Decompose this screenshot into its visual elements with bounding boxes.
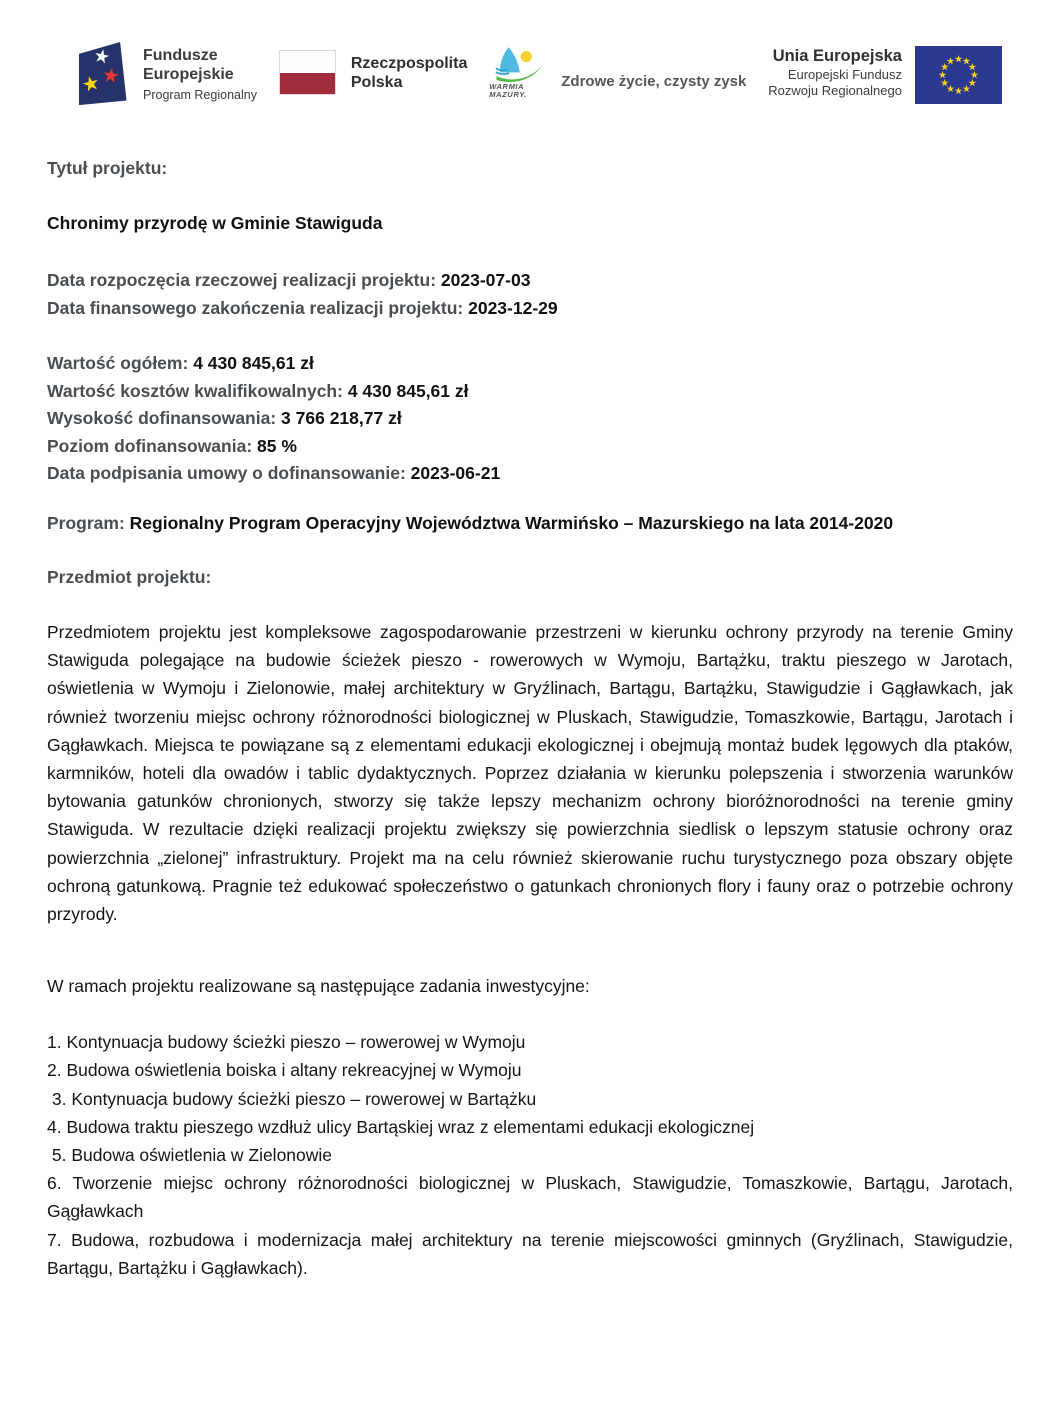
eu-logo-line2: Europejski Fundusz bbox=[787, 67, 902, 82]
subject-label: Przedmiot projektu: bbox=[47, 567, 212, 587]
field-end-date: Data finansowego zakończenia realizacji projektu: 2023-12-29 bbox=[47, 297, 558, 318]
document-body bbox=[0, 154, 1060, 1282]
program-line: Program: Regionalny Program Operacyjny Województwa Warmińsko – Mazurskiego na lata 2014-2020 bbox=[47, 512, 894, 533]
task-item-2: 2. Budowa oświetlenia boiska i altany rekreacyjnej w Wymoju bbox=[47, 1060, 522, 1081]
eu-flag-icon bbox=[915, 46, 1002, 104]
task-item-7: 7. Budowa, rozbudowa i modernizacja małej architektury na terenie miejscowości gminnych (Gryźlinach, Stawigudzie, Bartągu, Bartążku i Gągławkach). bbox=[47, 1229, 1018, 1278]
wm-sailboat-icon bbox=[489, 46, 545, 82]
task-item-1: 1. Kontynuacja budowy ścieżki pieszo – rowerowej w Wymoju bbox=[47, 1032, 526, 1053]
title-label: Tytuł projektu: bbox=[47, 158, 168, 178]
logo-unia-europejska bbox=[768, 46, 1002, 104]
eu-logo-line1: Unia Europejska bbox=[772, 47, 902, 65]
wm-logo-name-line1: WARMIA bbox=[489, 82, 525, 91]
eu-logo-line3: Rozwoju Regionalnego bbox=[768, 83, 902, 98]
task-item-6: 6. Tworzenie miejsc ochrony różnorodności biologicznej w Pluskach, Stawigudzie, Tomaszkowie, Bartągu, Jarotach, Gągławkach bbox=[47, 1173, 1018, 1222]
field-contract-date: Data podpisania umowy o dofinansowanie: 2023-06-21 bbox=[47, 463, 501, 483]
task-item-3: 3. Kontynuacja budowy ścieżki pieszo – rowerowej w Bartążku bbox=[47, 1088, 537, 1109]
field-eligible-costs: Wartość kosztów kwalifikowalnych: 4 430 845,61 zł bbox=[47, 380, 469, 401]
logo-bar bbox=[68, 38, 1002, 114]
fe-logo-line1: Fundusze bbox=[143, 47, 218, 64]
field-total-value: Wartość ogółem: 4 430 845,61 zł bbox=[47, 353, 314, 373]
field-funding-amount: Wysokość dofinansowania: 3 766 218,77 zł bbox=[47, 408, 402, 428]
task-item-5: 5. Budowa oświetlenia w Zielonowie bbox=[47, 1145, 333, 1166]
fe-logo-line2: Europejskie bbox=[143, 66, 234, 83]
task-item-4: 4. Budowa traktu pieszego wzdłuż ulicy Bartąskiej wraz z elementami edukacji ekologicznej bbox=[47, 1116, 755, 1137]
poland-flag-icon bbox=[279, 50, 336, 95]
wm-logo-name-line2: MAZURY. bbox=[489, 90, 527, 99]
project-title: Chronimy przyrodę w Gminie Stawiguda bbox=[47, 213, 383, 233]
dates-block bbox=[47, 267, 1013, 322]
logo-fundusze-europejskie bbox=[68, 38, 257, 110]
pl-logo-line2: Polska bbox=[350, 73, 403, 91]
tasks-list bbox=[47, 1028, 1018, 1282]
wm-slogan: Zdrowe życie, czysty zysk bbox=[561, 73, 747, 90]
fe-flag-icon bbox=[68, 38, 132, 110]
logo-warmia-mazury bbox=[489, 46, 746, 99]
fe-logo-line3: Program Regionalny bbox=[143, 88, 257, 102]
tasks-intro: W ramach projektu realizowane są następujące zadania inwestycyjne: bbox=[47, 976, 590, 997]
field-start-date: Data rozpoczęcia rzeczowej realizacji projektu: 2023-07-03 bbox=[47, 270, 531, 290]
subject-paragraph: Przedmiotem projektu jest kompleksowe zagospodarowanie przestrzeni w kierunku ochrony przyrody na terenie Gminy Stawiguda polegające na budowie ścieżek pieszo - rowerowych w Wymoju, Bartążku, traktu pieszego w Jarotach, oświetlenia w Wymoju i Zielonowie, małej architektury w Gryźlinach, Bartągu, Bartążku, Stawigudzie i Gągławkach, jak również tworzeniu miejsc ochrony różnorodności biologicznej w Pluskach, Stawigudzie, Tomaszkowie, Bartągu, Jarotach i Gągławkach. Miejsca te powiązane są z elementami edukacji ekologicznej i obejmują montaż budek lęgowych dla ptaków, karmników, hoteli dla owadów i tablic dydaktycznych. Poprzez działania w kierunku polepszenia i stworzenia warunków bytowania gatunków chronionych, stworzy się także lepszy mechanizm ochrony bioróżnorodności na terenie gminy Stawiguda. W rezultacie dzięki realizacji projektu zwiększy się powierzchnia siedlisk o lepszym statusie ochrony oraz powierzchnia „zielonej” infrastruktury. Projekt ma na celu również skierowanie ruchu turystycznego poza obszary objęte ochroną gatunkową. Pragnie też edukować społeczeństwo o gatunkach chronionych flory i fauny oraz o potrzebie ochrony przyrody. bbox=[47, 622, 1013, 925]
pl-logo-line1: Rzeczpospolita bbox=[350, 54, 468, 72]
logo-rzeczpospolita-polska bbox=[279, 50, 467, 95]
field-funding-level: Poziom dofinansowania: 85 % bbox=[47, 435, 297, 456]
finance-block bbox=[47, 350, 1013, 488]
